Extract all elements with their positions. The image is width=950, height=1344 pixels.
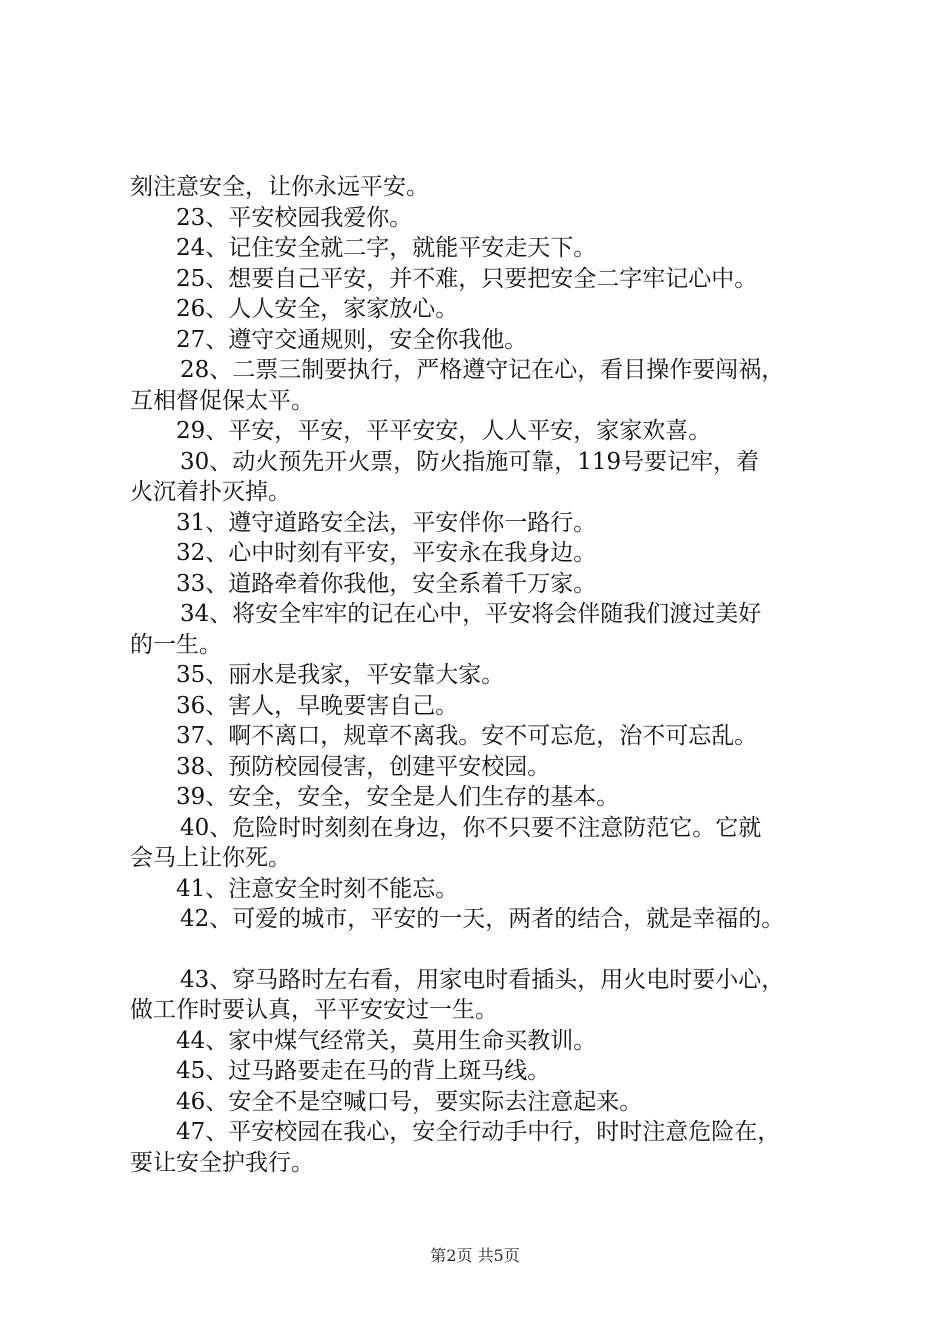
text-line: 45、过马路要走在马的背上斑马线。	[176, 1058, 551, 1084]
text-line: 34、将安全牢牢的记在心中，平安将会伴随我们渡过美好	[180, 601, 762, 627]
text-line: 26、人人安全，家家放心。	[176, 296, 459, 322]
text-line: 23、平安校园我爱你。	[176, 204, 413, 231]
text-line: 36、害人，早晚要害自己。	[176, 692, 459, 719]
text-line: 24、记住安全就二字，就能平安走天下。	[176, 235, 597, 261]
text-line: 46、安全不是空喊口号，要实际去注意起来。	[176, 1088, 643, 1115]
text-line: 38、预防校园侵害，创建平安校园。	[176, 753, 551, 780]
text-line: 43、穿马路时左右看，用家电时看插头，用火电时要小心，	[180, 966, 785, 993]
text-line: 40、危险时时刻刻在身边，你不只要不注意防范它。它就	[180, 814, 762, 841]
text-line: 42、可爱的城市，平安的一天，两者的结合，就是幸福的。	[180, 906, 785, 932]
text-line: 刻注意安全，让你永远平安。	[130, 174, 429, 200]
text-line: 30、动火预先开火票，防火指施可靠，119号要记牢，着	[180, 448, 760, 475]
paragraph-gap	[130, 935, 850, 965]
text-line: 互相督促保太平。	[130, 387, 314, 414]
text-line: 33、道路牵着你我他，安全系着千万家。	[176, 570, 597, 597]
text-line: 做工作时要认真，平平安安过一生。	[130, 997, 498, 1023]
text-line: 要让安全护我行。	[130, 1149, 314, 1176]
document-body	[130, 172, 850, 1178]
text-line: 31、遵守道路安全法，平安伴你一路行。	[176, 509, 597, 536]
text-line: 火沉着扑灭掉。	[130, 479, 291, 505]
text-line: 28、二票三制要执行，严格遵守记在心，看目操作要闯祸，	[180, 357, 785, 383]
text-line: 27、遵守交通规则，安全你我他。	[176, 326, 528, 353]
text-line: 44、家中煤气经常关，莫用生命买教训。	[176, 1027, 597, 1054]
text-line: 37、啊不离口，规章不离我。安不可忘危，治不可忘乱。	[176, 723, 758, 749]
text-line: 29、平安，平安，平平安安，人人平安，家家欢喜。	[176, 418, 712, 444]
text-line: 35、丽水是我家，平安靠大家。	[176, 662, 505, 688]
text-line: 的一生。	[130, 631, 222, 658]
text-line: 41、注意安全时刻不能忘。	[176, 875, 459, 902]
text-line: 会马上让你死。	[130, 845, 291, 871]
text-line: 32、心中时刻有平安，平安永在我身边。	[176, 540, 597, 566]
text-line: 39、安全，安全，安全是人们生存的基本。	[176, 784, 620, 810]
page-number-footer: 第2页 共5页	[430, 1246, 520, 1265]
text-line: 25、想要自己平安，并不难，只要把安全二字牢记心中。	[176, 265, 758, 292]
text-line: 47、平安校园在我心，安全行动手中行，时时注意危险在，	[176, 1119, 781, 1145]
